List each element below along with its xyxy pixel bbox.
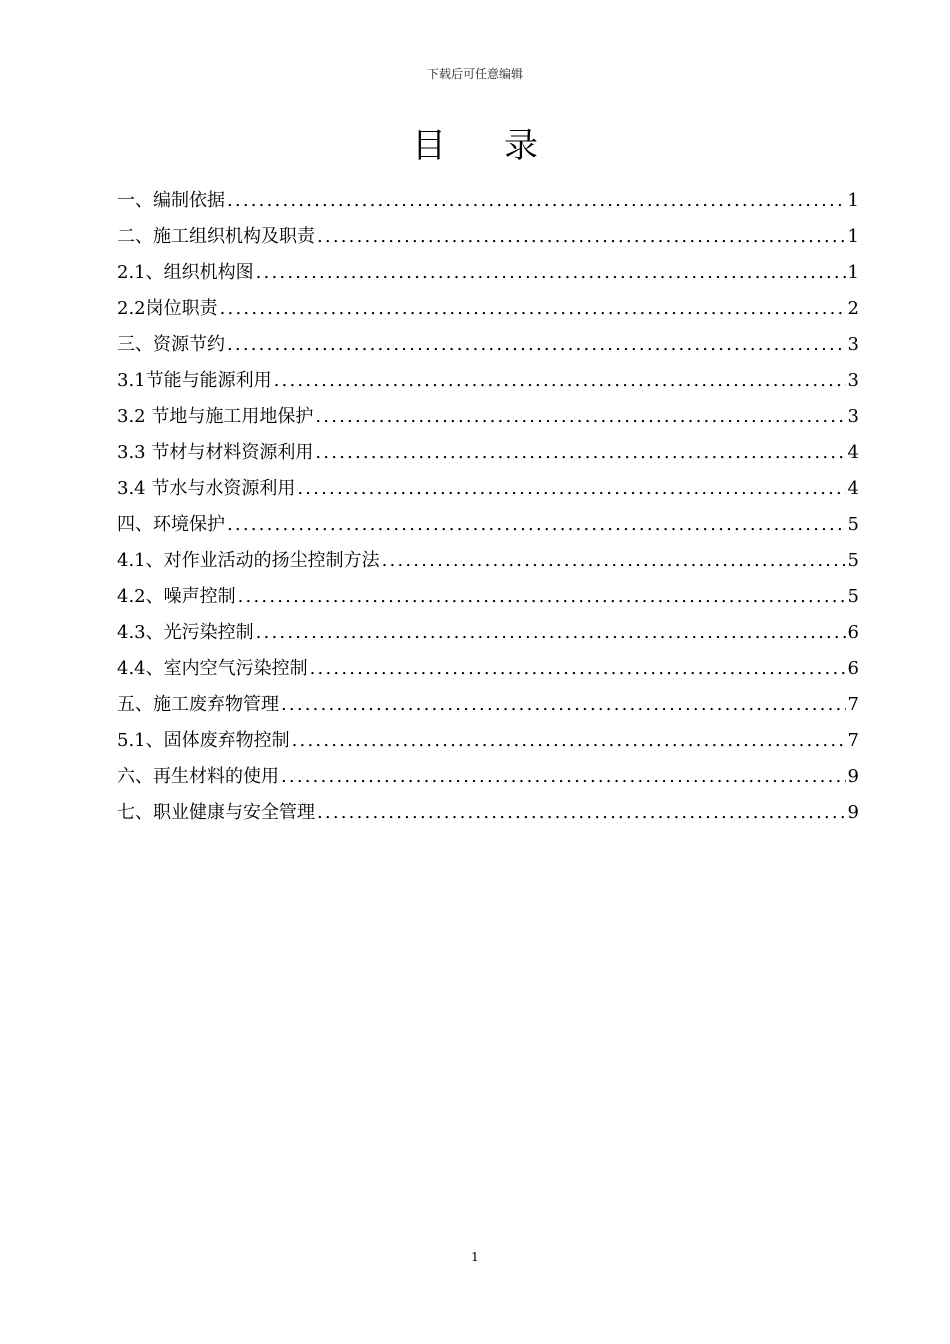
toc-dot-leader bbox=[274, 363, 846, 399]
toc-entry-page: 5 bbox=[847, 586, 859, 607]
toc-entry[interactable] bbox=[117, 255, 859, 291]
toc-entry-label: 七、职业健康与安全管理 bbox=[117, 802, 315, 823]
toc-dot-leader bbox=[227, 507, 846, 543]
toc-entry-label: 3.4 节水与水资源利用 bbox=[117, 478, 296, 499]
toc-dot-leader bbox=[281, 759, 846, 795]
toc-dot-leader bbox=[256, 615, 846, 651]
toc-entry-page: 9 bbox=[847, 802, 859, 823]
toc-entry-label: 六、再生材料的使用 bbox=[117, 766, 279, 787]
toc-entry-label: 3.1节能与能源利用 bbox=[117, 370, 272, 391]
toc-entry-page: 5 bbox=[847, 514, 859, 535]
toc-dot-leader bbox=[227, 183, 846, 219]
toc-entry-page: 6 bbox=[847, 622, 859, 643]
toc-entry-label: 一、编制依据 bbox=[117, 190, 225, 211]
toc-entry[interactable] bbox=[117, 363, 859, 399]
toc-dot-leader bbox=[382, 543, 846, 579]
toc-dot-leader bbox=[297, 471, 845, 507]
toc-entry-label: 2.1、组织机构图 bbox=[117, 262, 254, 283]
header-note: 下载后可任意编辑 bbox=[426, 67, 523, 81]
toc-entry[interactable] bbox=[117, 183, 859, 219]
toc-entry[interactable] bbox=[117, 795, 859, 831]
toc-entry-label: 三、资源节约 bbox=[117, 334, 225, 355]
toc-entry-page: 7 bbox=[847, 694, 859, 715]
toc-entry[interactable] bbox=[117, 579, 859, 615]
toc-dot-leader bbox=[315, 399, 845, 435]
toc-dot-leader bbox=[220, 291, 846, 327]
toc-entry-page: 7 bbox=[847, 730, 859, 751]
toc-entry[interactable] bbox=[117, 291, 859, 327]
toc-entry-label: 4.3、光污染控制 bbox=[117, 622, 254, 643]
toc-entry[interactable] bbox=[117, 399, 859, 435]
toc-entry-label: 四、环境保护 bbox=[117, 514, 225, 535]
toc-entry[interactable] bbox=[117, 615, 859, 651]
toc-entry[interactable] bbox=[117, 471, 859, 507]
toc-entry-label: 五、施工废弃物管理 bbox=[117, 694, 279, 715]
toc-dot-leader bbox=[310, 651, 846, 687]
toc-entry[interactable] bbox=[117, 219, 859, 255]
toc-entry-page: 3 bbox=[847, 370, 859, 391]
toc-entry[interactable] bbox=[117, 759, 859, 795]
toc-dot-leader bbox=[256, 255, 846, 291]
toc-entry[interactable] bbox=[117, 651, 859, 687]
toc-entry[interactable] bbox=[117, 687, 859, 723]
toc-entry-page: 9 bbox=[847, 766, 859, 787]
toc-entry-page: 3 bbox=[847, 334, 859, 355]
toc-dot-leader bbox=[317, 219, 846, 255]
toc-entry-page: 1 bbox=[847, 190, 859, 211]
toc-entry-label: 4.4、室内空气污染控制 bbox=[117, 658, 308, 679]
toc-entry[interactable] bbox=[117, 543, 859, 579]
toc-entry[interactable] bbox=[117, 327, 859, 363]
toc-entry[interactable] bbox=[117, 723, 859, 759]
toc-entry-page: 5 bbox=[847, 550, 859, 571]
toc-entry-page: 3 bbox=[847, 406, 859, 427]
toc-entry-label: 2.2岗位职责 bbox=[117, 298, 218, 319]
toc-entry-label: 5.1、固体废弃物控制 bbox=[117, 730, 290, 751]
toc-entry-page: 4 bbox=[847, 478, 859, 499]
toc-entry-label: 3.2 节地与施工用地保护 bbox=[117, 406, 314, 427]
toc-entry-label: 4.2、噪声控制 bbox=[117, 586, 236, 607]
toc-entry-page: 1 bbox=[847, 262, 859, 283]
toc-dot-leader bbox=[281, 687, 846, 723]
toc-dot-leader bbox=[317, 795, 846, 831]
toc-entry-label: 4.1、对作业活动的扬尘控制方法 bbox=[117, 550, 380, 571]
toc-entry-label: 二、施工组织机构及职责 bbox=[117, 226, 315, 247]
toc-dot-leader bbox=[238, 579, 846, 615]
toc-entry[interactable] bbox=[117, 507, 859, 543]
toc-entry-page: 6 bbox=[847, 658, 859, 679]
toc-title: 目录 bbox=[412, 126, 596, 166]
toc-dot-leader bbox=[292, 723, 846, 759]
toc-dot-leader bbox=[315, 435, 845, 471]
toc-entry[interactable] bbox=[117, 435, 859, 471]
toc-entry-page: 1 bbox=[847, 226, 859, 247]
toc-dot-leader bbox=[227, 327, 846, 363]
toc-entry-label: 3.3 节材与材料资源利用 bbox=[117, 442, 314, 463]
toc-entry-page: 4 bbox=[847, 442, 859, 463]
table-of-contents bbox=[117, 183, 859, 831]
page-number: 1 bbox=[471, 1250, 479, 1264]
toc-entry-page: 2 bbox=[847, 298, 859, 319]
